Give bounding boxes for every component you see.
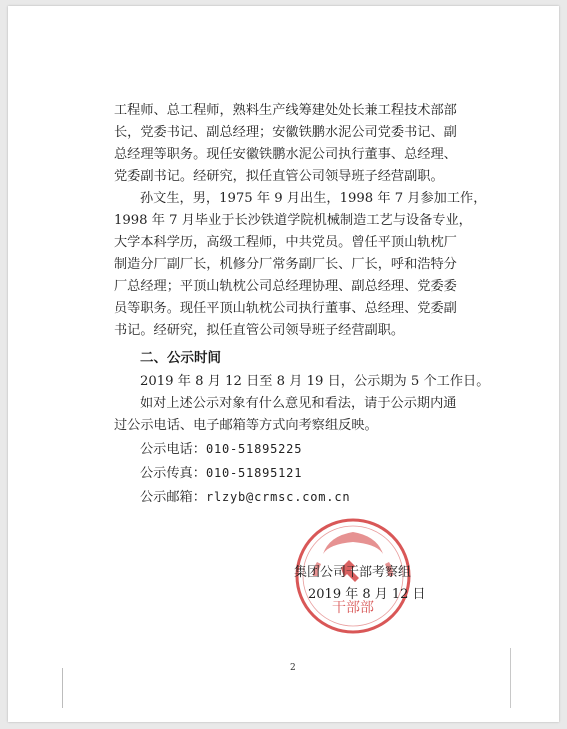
fax-row: [140, 462, 302, 481]
scan-edge-line: [510, 648, 511, 708]
paragraph-line: 大学本科学历，高级工程师，中共党员。曾任平顶山轨枕厂: [114, 235, 457, 250]
notice-period: 2019 年 8 月 12 日至 8 月 19 日，公示期为 5 个工作日。: [140, 374, 490, 389]
signature-date: 2019 年 8 月 12 日: [308, 587, 426, 602]
paragraph-continuation: [114, 100, 457, 188]
paragraph-line: 长，党委书记、副总经理；安徽铁鹏水泥公司党委书记、副: [114, 125, 457, 140]
feedback-line: 过公示电话、电子邮箱等方式向考察组反映。: [114, 418, 378, 433]
paragraph-candidate: [114, 188, 486, 342]
paragraph-line: 总经理等职务。现任安徽铁鹏水泥公司执行董事、总经理、: [114, 147, 457, 162]
email-row: [140, 486, 350, 505]
phone-value: 010-51895225: [205, 442, 303, 456]
paragraph-line: 1998 年 7 月毕业于长沙铁道学院机械制造工艺与设备专业，: [114, 213, 472, 228]
paragraph-line: 党委副书记。经研究，拟任直管公司领导班子经营副职。: [114, 169, 444, 184]
paragraph-line: 员等职务。现任平顶山轨枕公司执行董事、总经理、党委副: [114, 301, 457, 316]
email-label: 公示邮箱：: [140, 490, 206, 505]
fax-label: 公示传真：: [140, 466, 206, 481]
paragraph-line: 工程师、总工程师，熟料生产线筹建处处长兼工程技术部部: [114, 103, 457, 118]
phone-label: 公示电话：: [140, 442, 206, 457]
email-value: rlzyb@crmsc.com.cn: [205, 490, 351, 504]
seal-bottom-text: 干部部: [332, 600, 374, 616]
signature-org: 集团公司干部考察组: [294, 565, 412, 580]
paragraph-line: 厂总经理；平顶山轨枕公司总经理协理、副总经理、党委委: [114, 279, 457, 294]
feedback-line: 如对上述公示对象有什么意见和看法，请于公示期内通: [140, 396, 457, 411]
document-page: [8, 6, 559, 722]
phone-row: [140, 438, 302, 457]
paragraph-line: 孙文生，男，1975 年 9 月出生，1998 年 7 月参加工作，: [140, 191, 487, 206]
fax-value: 010-51895121: [205, 466, 303, 480]
page-number: 2: [290, 663, 296, 673]
paragraph-line: 书记。经研究，拟任直管公司领导班子经营副职。: [114, 323, 405, 338]
paragraph-line: 制造分厂副厂长，机修分厂常务副厂长、厂长，呼和浩特分: [114, 257, 457, 272]
scan-edge-line: [62, 668, 63, 708]
section-title: 二、公示时间: [140, 350, 221, 366]
